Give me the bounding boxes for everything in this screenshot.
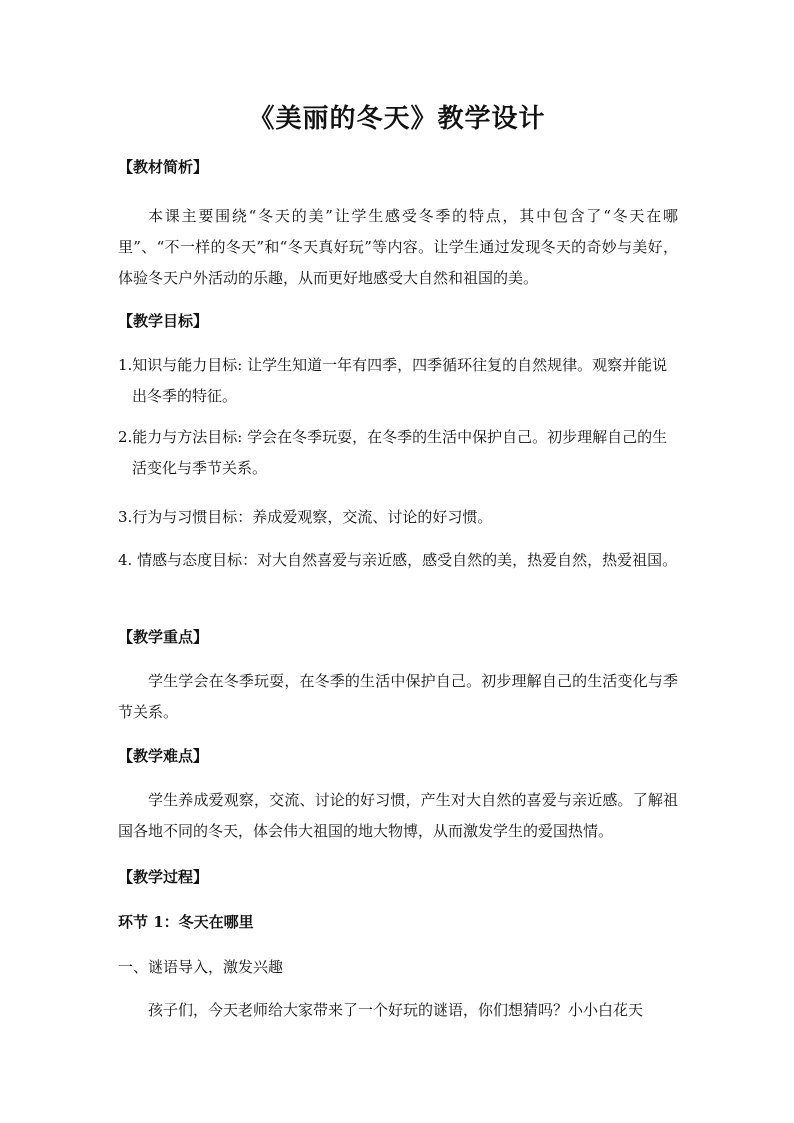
goal-item-1: 1.知识与能力目标: 让学生知道一年有四季，四季循环往复的自然规律。观察并能说出冬季的特征。 [118, 356, 668, 405]
step-1-text: 孩子们，今天老师给大家带来了一个好玩的谜语，你们想猜吗？小小白花天 [148, 1001, 644, 1019]
paragraph-difficulties: 学生养成爱观察，交流、讨论的好习惯，产生对大自然的喜爱与亲近感。了解祖国各地不同的冬天，体会伟大祖国的地大物博，从而激发学生的爱国热情。 [118, 791, 678, 840]
paragraph-analysis: 本课主要围绕“冬天的美”让学生感受冬季的特点，其中包含了“冬天在哪里”、“不一样的冬天”和“冬天真好玩”等内容。让学生通过发现冬天的奇妙与美好，体验冬天户外活动的乐趣，从而更好地感受大自然和祖国的美。 [118, 207, 678, 287]
goal-item-4: 4. 情感与态度目标：对大自然喜爱与亲近感，感受自然的美，热爱自然，热爱祖国。 [118, 551, 678, 569]
heading-process: 【教学过程】 [118, 868, 209, 886]
heading-key-points: 【教学重点】 [118, 628, 209, 646]
goal-item-3: 3.行为与习惯目标：养成爱观察，交流、讨论的好习惯。 [118, 508, 493, 526]
heading-analysis: 【教材简析】 [118, 158, 209, 176]
stage-1-title: 环节 1：冬天在哪里 [118, 913, 254, 931]
heading-difficulties: 【教学难点】 [118, 747, 209, 765]
paragraph-key-points: 学生学会在冬季玩耍，在冬季的生活中保护自己。初步理解自己的生活变化与季节关系。 [118, 672, 678, 721]
heading-goals: 【教学目标】 [118, 312, 209, 330]
goal-item-2: 2.能力与方法目标: 学会在冬季玩耍，在冬季的生活中保护自己。初步理解自己的生活变化与季节关系。 [118, 428, 668, 477]
step-1-title: 一、谜语导入，激发兴趣 [118, 958, 284, 976]
document-title: 《美丽的冬天》教学设计 [248, 104, 546, 134]
